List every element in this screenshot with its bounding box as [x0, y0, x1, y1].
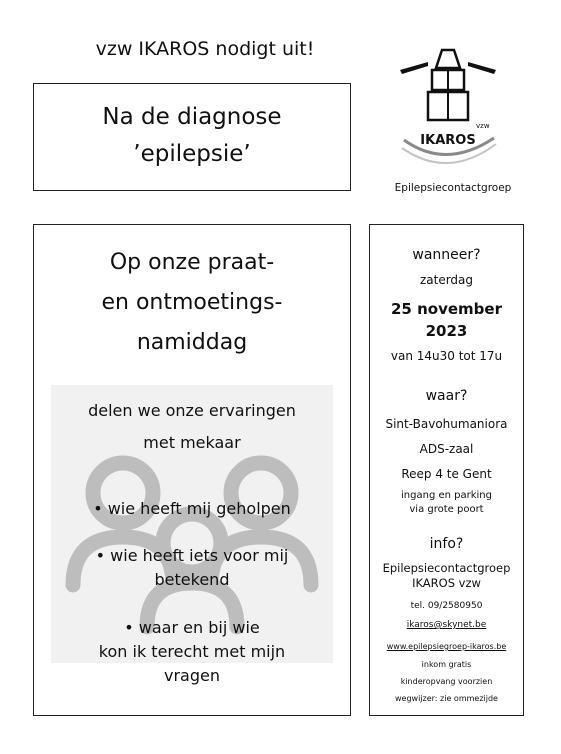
- event-day: zaterdag: [419, 273, 474, 287]
- entrance-info-2: via grote poort: [409, 504, 484, 515]
- ikaros-logo: [398, 40, 498, 175]
- childcare-note: kinderopvang voorzien: [400, 677, 493, 686]
- bullet-2-line-2: betekend: [154, 570, 230, 589]
- ikaros-logo-icon: [398, 40, 498, 175]
- org-name-2: IKAROS vzw: [412, 576, 481, 590]
- heading-line-2: en ontmoetings-: [101, 290, 283, 315]
- event-time: van 14u30 tot 17u: [390, 349, 503, 363]
- intro-line-1: delen we onze ervaringen: [88, 401, 296, 420]
- title-line-1: Na de diagnose: [102, 104, 282, 130]
- intro-line-2: met mekaar: [143, 433, 241, 452]
- when-label: wanneer?: [412, 247, 481, 263]
- entry-note: inkom gratis: [421, 660, 472, 669]
- logo-name: IKAROS: [420, 133, 476, 148]
- logo-caption: Epilepsiecontactgroep: [394, 182, 512, 194]
- info-sidebar: [369, 224, 524, 716]
- bullet-1: • wie heeft mij geholpen: [93, 499, 291, 518]
- title-line-2: ’epilepsie’: [133, 141, 251, 167]
- org-name: Epilepsiecontactgroep: [382, 561, 511, 575]
- where-label: waar?: [425, 388, 468, 404]
- venue-address: Reep 4 te Gent: [401, 467, 492, 481]
- bullet-3-line-3: vragen: [164, 666, 220, 685]
- bullet-3-line-1: • waar en bij wie: [124, 618, 260, 637]
- event-date: 25 november: [391, 300, 502, 318]
- invite-heading: vzw IKAROS nodigt uit!: [95, 38, 315, 60]
- website-link[interactable]: www.epilepsiegroep-ikaros.be: [386, 642, 507, 651]
- main-box: [33, 224, 351, 716]
- entrance-info: ingang en parking: [401, 490, 492, 501]
- phone-number: tel. 09/2580950: [410, 601, 483, 611]
- title-box: [33, 83, 351, 191]
- info-label: info?: [429, 536, 464, 552]
- event-year: 2023: [425, 322, 468, 340]
- venue-room: ADS-zaal: [419, 442, 474, 456]
- logo-vzw: vzw: [476, 122, 490, 130]
- directions-note: wegwijzer: zie ommezijde: [395, 694, 498, 703]
- heading-line-1: Op onze praat-: [109, 250, 275, 275]
- venue-name: Sint-Bavohumaniora: [385, 417, 508, 431]
- heading-line-3: namiddag: [136, 330, 248, 355]
- bullet-2-line-1: • wie heeft iets voor mij: [95, 546, 289, 565]
- email-link[interactable]: ikaros@skynet.be: [406, 620, 487, 630]
- bullet-3-line-2: kon ik terecht met mijn: [98, 642, 286, 661]
